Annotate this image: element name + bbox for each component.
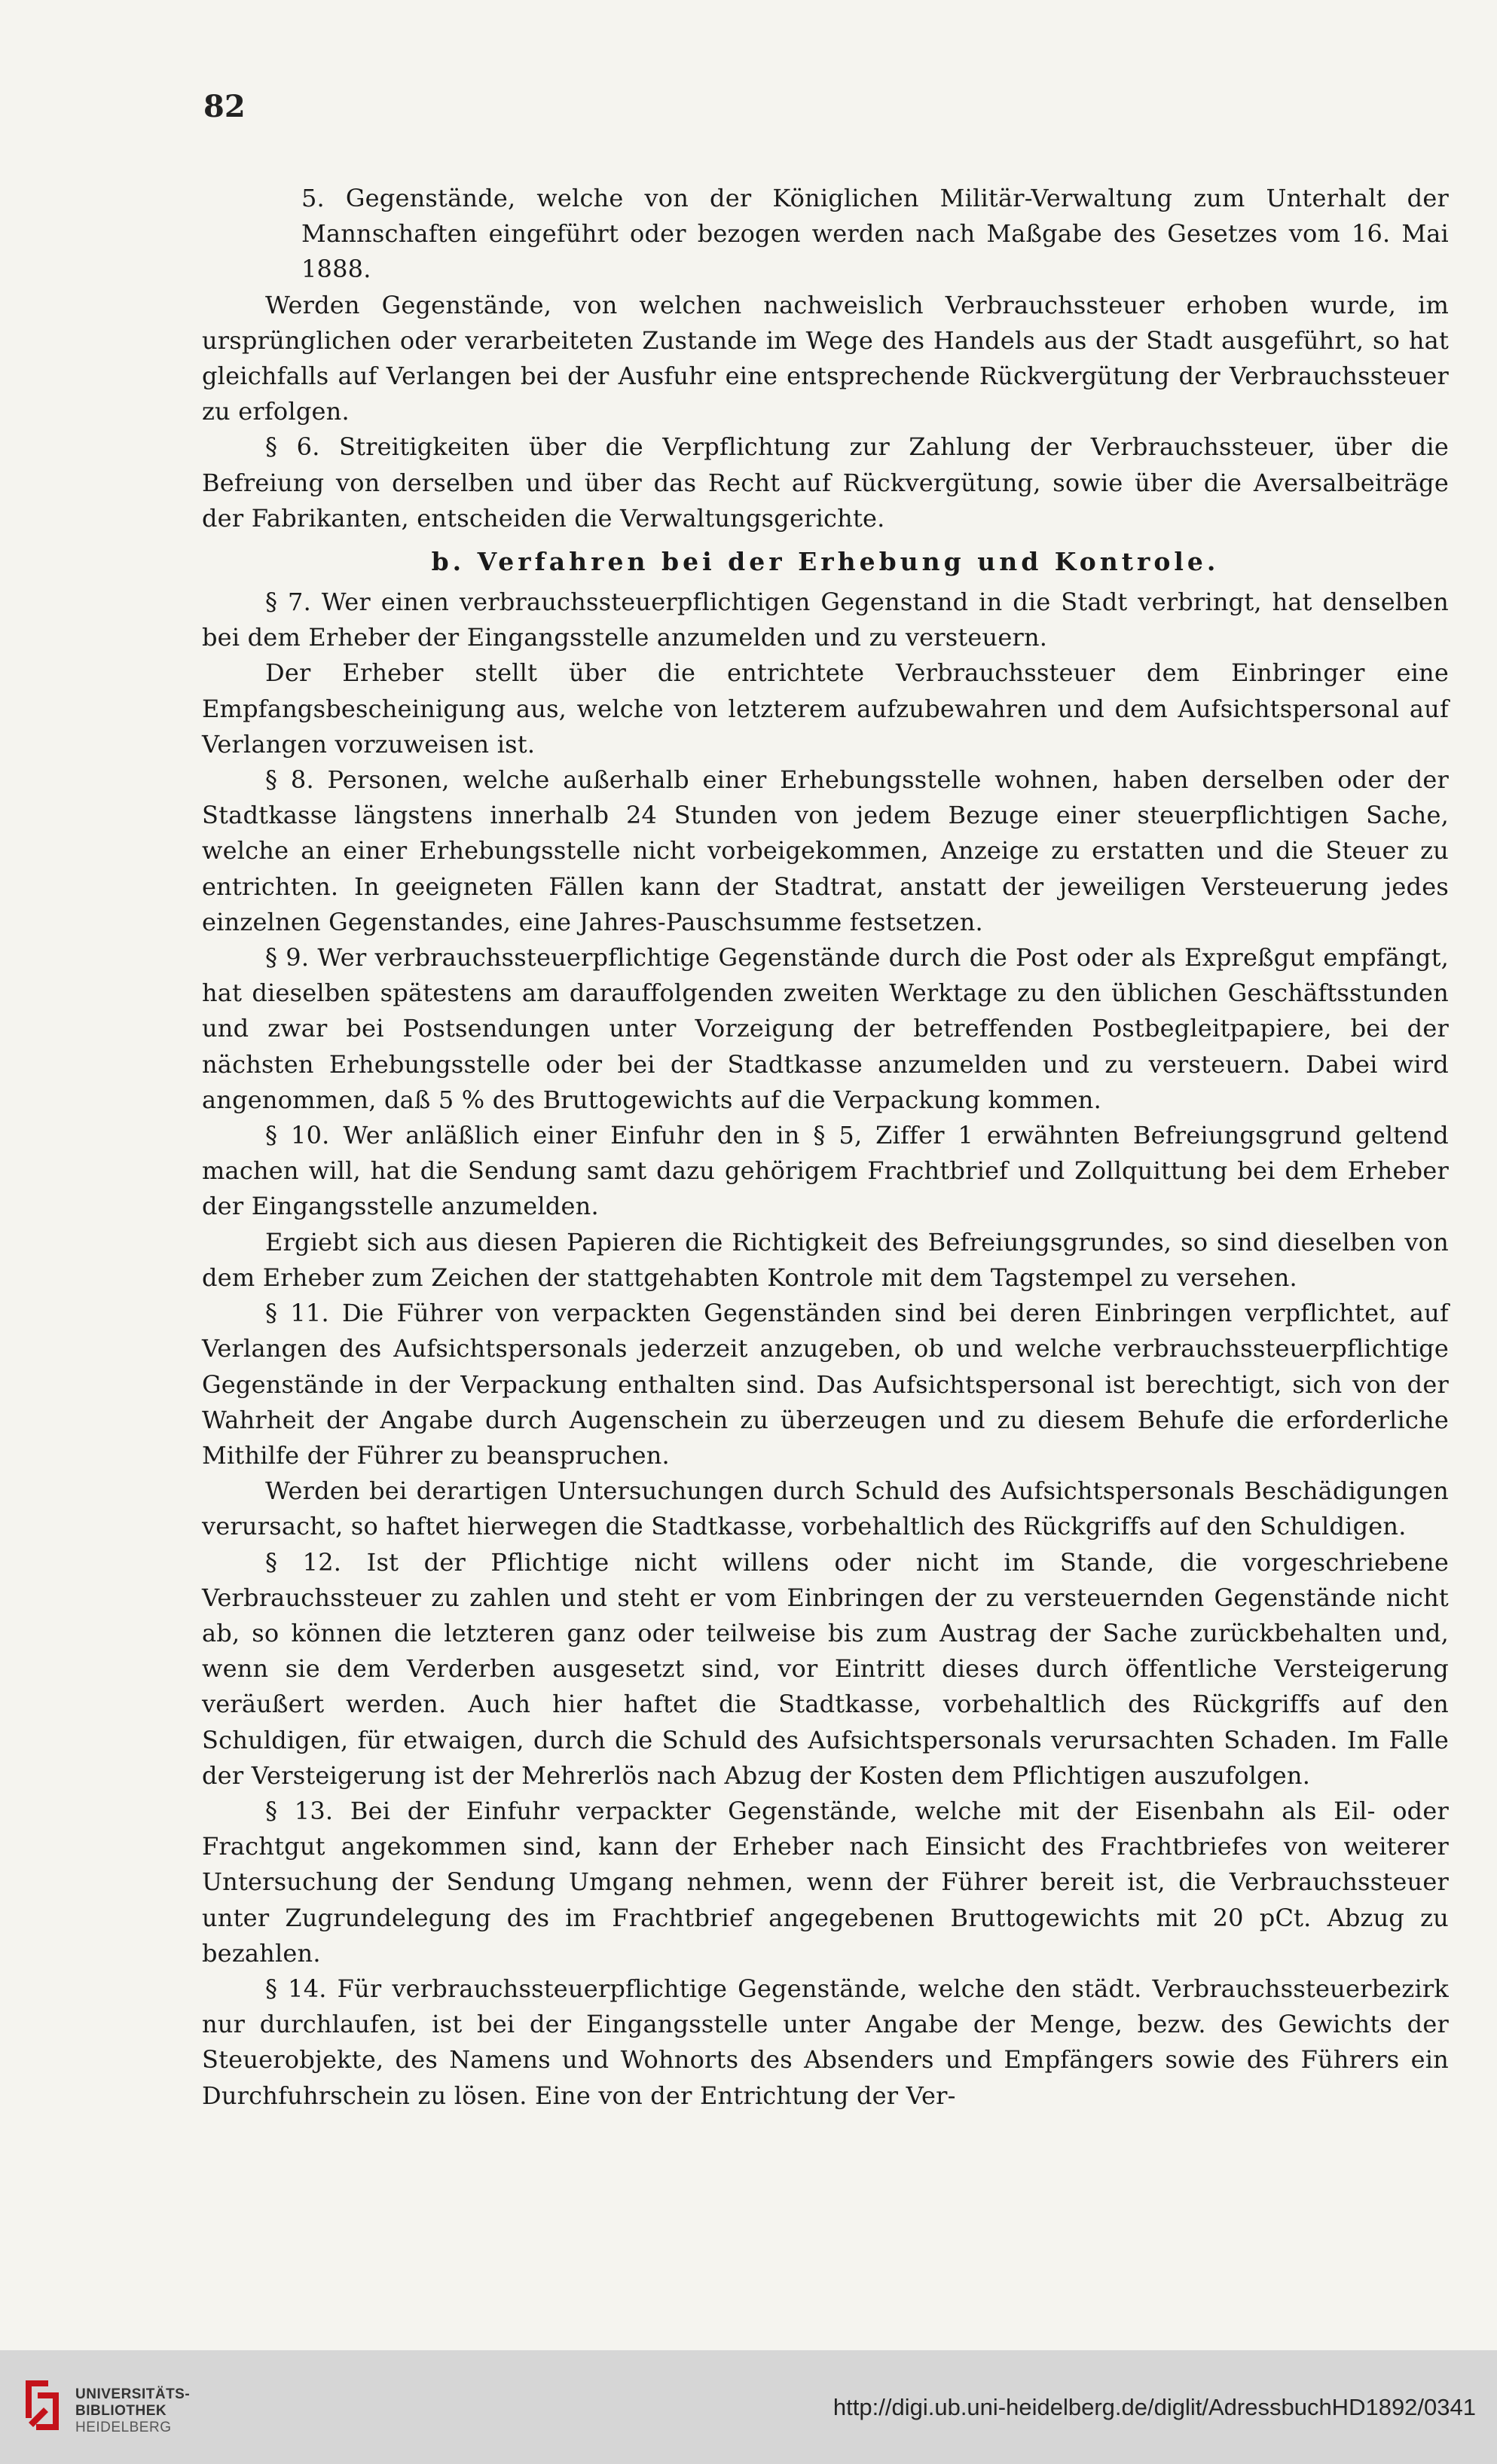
library-line-3: HEIDELBERG [75, 2420, 172, 2435]
paragraph-section-7: § 7. Wer einen verbrauchssteuerpflichtigen Gegenstand in die Stadt verbringt, hat denselben bei dem Erheber der Eingangsstelle anzumelden und zu versteuern. [202, 588, 1449, 652]
paragraph-section-14: § 14. Für verbrauchssteuerpflichtige Gegenstände, welche den städt. Verbrauchssteuerbezirk nur durchlaufen, ist bei der Eingangsstelle unter Angabe der Menge, bezw. des Gewichts der Steuerobjekte, des Namens und Wohnorts des Absenders und Empfängers sowie des Führers ein Durchfuhrschein zu lösen. Eine von der Entrichtung der Ver- [202, 1974, 1449, 2110]
paragraph: Der Erheber stellt über die entrichtete Verbrauchssteuer dem Einbringer eine Empfangsbescheinigung aus, welche von letzterem aufzubewahren und dem Aufsichtspersonal auf Verlangen vorzuweisen ist. [202, 658, 1449, 759]
ub-heidelberg-logo-icon[interactable] [18, 2373, 66, 2438]
paragraph-section-11: § 11. Die Führer von verpackten Gegenständen sind bei deren Einbringen verpflichtet, auf Verlangen des Aufsichtspersonals jederzeit anzugeben, ob und welche verbrauchssteuerpflichtige Gegenstände in der Verpackung enthalten sind. Das Aufsichtspersonal ist berechtigt, sich von der Wahrheit der Angabe durch Augenschein zu überzeugen und zu diesem Behufe die erforderliche Mithilfe der Führer zu beanspruchen. [202, 1299, 1449, 1470]
paragraph-section-10: § 10. Wer anläßlich einer Einfuhr den in § 5, Ziffer 1 erwähnten Befreiungsgrund geltend machen will, hat die Sendung samt dazu gehörigem Frachtbrief und Zollquittung bei dem Erheber der Eingangsstelle anzumelden. [202, 1121, 1449, 1221]
page-number: 82 [203, 89, 246, 124]
paragraph-section-9: § 9. Wer verbrauchssteuerpflichtige Gegenstände durch die Post oder als Expreßgut empfängt, hat dieselben spätestens am darauffolgenden zweiten Werktage zu den üblichen Geschäftsstunden und zwar bei Postsendungen unter Vorzeigung der betreffenden Postbegleitpapiere, bei der nächsten Erhebungsstelle oder bei der Stadtkasse anzumelden und zu versteuern. Dabei wird angenommen, daß 5 % des Bruttogewichts auf die Verpackung kommen. [202, 943, 1449, 1114]
paragraph-section-6: § 6. Streitigkeiten über die Verpflichtung zur Zahlung der Verbrauchssteuer, über die Befreiung von derselben und über das Recht auf Rückvergütung, sowie über die Aversalbeiträge der Fabrikanten, entscheiden die Verwaltungsgerichte. [202, 432, 1449, 533]
paragraph: Werden Gegenstände, von welchen nachweislich Verbrauchssteuer erhoben wurde, im ursprünglichen oder verarbeiteten Zustande im Wege des Handels aus der Stadt ausgeführt, so hat gleichfalls auf Verlangen bei der Ausfuhr eine entsprechende Rückvergütung der Verbrauchssteuer zu erfolgen. [202, 290, 1449, 426]
library-line-2: BIBLIOTHEK [75, 2403, 167, 2419]
paragraph-section-12: § 12. Ist der Pflichtige nicht willens oder nicht im Stande, die vorgeschriebene Verbrauchssteuer zu zahlen und steht er vom Einbringen der zu versteuernden Gegenstände nicht ab, so können die letzteren ganz oder teilweise bis zum Austrag der Sache zurückbehalten und, wenn sie dem Verderben ausgesetzt sind, vor Eintritt dieses durch öffentliche Versteigerung veräußert werden. Auch hier haftet die Stadtkasse, vorbehaltlich des Rückgriffs auf den Schuldigen, für etwaigen, durch die Schuld des Aufsichtspersonals verursachten Schaden. Im Falle der Versteigerung ist der Mehrerlös nach Abzug der Kosten dem Pflichtigen auszufolgen. [202, 1547, 1449, 1790]
source-url-link[interactable]: http://digi.ub.uni-heidelberg.de/diglit/AdressbuchHD1892/0341 [833, 2394, 1476, 2420]
footer-bar [0, 2350, 1497, 2464]
paragraph-item-5: 5. Gegenstände, welche von der Königlichen Militär-Verwaltung zum Unterhalt der Mannschaften eingeführt oder bezogen werden nach Maßgabe des Gesetzes vom 16. Mai 1888. [301, 184, 1449, 284]
section-heading: b. Verfahren bei der Erhebung und Kontrole. [431, 547, 1220, 577]
paragraph-section-8: § 8. Personen, welche außerhalb einer Erhebungsstelle wohnen, haben derselben oder der Stadtkasse längstens innerhalb 24 Stunden von jedem Bezuge einer steuerpflichtigen Sache, welche an einer Erhebungsstelle nicht vorbeigekommen, Anzeige zu erstatten und die Steuer zu entrichten. In geeigneten Fällen kann der Stadtrat, anstatt der jeweiligen Versteuerung jedes einzelnen Gegenstandes, eine Jahres-Pauschsumme festsetzen. [202, 765, 1449, 936]
paragraph-section-13: § 13. Bei der Einfuhr verpackter Gegenstände, welche mit der Eisenbahn als Eil- oder Frachtgut angekommen sind, kann der Erheber nach Einsicht des Frachtbriefes von weiterer Untersuchung der Sendung Umgang nehmen, wenn der Führer bereit ist, die Verbrauchssteuer unter Zugrundelegung des im Frachtbrief angegebenen Bruttogewichts mit 20 pCt. Abzug zu bezahlen. [202, 1796, 1449, 1968]
library-name [75, 2386, 190, 2436]
paragraph: Werden bei derartigen Untersuchungen durch Schuld des Aufsichtspersonals Beschädigungen verursacht, so haftet hierwegen die Stadtkasse, vorbehaltlich des Rückgriffs auf den Schuldigen. [202, 1476, 1449, 1541]
document-body [202, 181, 1449, 2114]
paragraph: Ergiebt sich aus diesen Papieren die Richtigkeit des Befreiungsgrundes, so sind dieselben von dem Erheber zum Zeichen der stattgehabten Kontrole mit dem Tagstempel zu versehen. [202, 1227, 1449, 1292]
library-line-1: UNIVERSITÄTS- [75, 2386, 191, 2402]
